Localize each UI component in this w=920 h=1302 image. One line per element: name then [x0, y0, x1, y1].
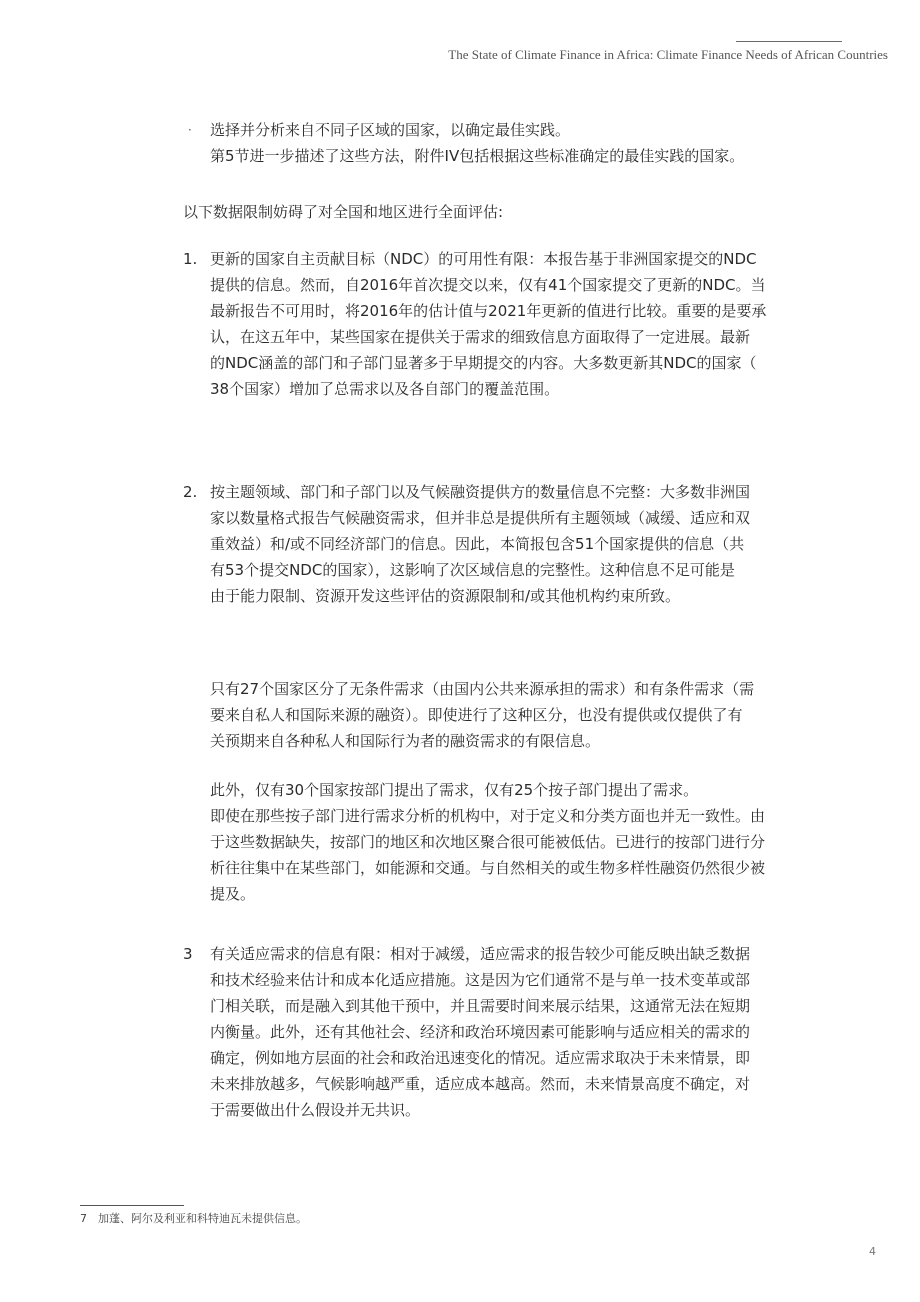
- text-line: 家以数量格式报告气候融资需求，但并非总是提供所有主题领域（减缓、适应和双: [210, 509, 751, 527]
- text-line: 提供的信息。然而，自2016年首次提交以来，仅有41个国家提交了更新的NDC。当: [210, 276, 766, 294]
- list-number: 3: [183, 945, 193, 963]
- text-line: 有关适应需求的信息有限：相对于减缓，适应需求的报告较少可能反映出缺乏数据: [210, 945, 751, 963]
- text-line: 认，在这五年中，某些国家在提供关于需求的细致信息方面取得了一定进展。最新: [210, 328, 751, 346]
- paragraph-conditional-needs: [0, 676, 920, 756]
- footnote-text: 加蓬、阿尔及利亚和科特迪瓦未提供信息。: [98, 1212, 307, 1225]
- text-line: 选择并分析来自不同子区域的国家，以确定最佳实践。: [210, 121, 571, 139]
- text-line: 未来排放越多，气候影响越严重，适应成本越高。然而，未来情景高度不确定，对: [210, 1075, 751, 1093]
- paragraph-sector-needs: [0, 777, 920, 909]
- paragraph-text: [210, 777, 842, 907]
- text-line: 要来自私人和国际来源的融资）。即使进行了这种区分，也没有提供或仅提供了有: [210, 706, 743, 724]
- list-item-text: [210, 246, 842, 402]
- text-line: 更新的国家自主贡献目标（NDC）的可用性有限：本报告基于非洲国家提交的NDC: [210, 250, 757, 268]
- text-line: 最新报告不可用时，将2016年的估计值与2021年更新的值进行比较。重要的是要承: [210, 302, 767, 320]
- text-line: 内衡量。此外，还有其他社会、经济和政治环境因素可能影响与适应相关的需求的: [210, 1023, 751, 1041]
- list-item-text: [210, 479, 842, 609]
- bullet-text: [210, 117, 842, 169]
- text-line: 按主题领域、部门和子部门以及气候融资提供方的数量信息不完整：大多数非洲国: [210, 483, 751, 501]
- list-item-3: [0, 941, 920, 1125]
- list-item-1: [0, 246, 920, 406]
- bullet-item: [0, 117, 920, 169]
- bullet-marker: ·: [188, 123, 192, 137]
- list-number: 1.: [183, 250, 198, 268]
- text-line: 于这些数据缺失，按部门的地区和次地区聚合很可能被低估。已进行的按部门进行分: [210, 833, 766, 851]
- list-item-2: [0, 479, 920, 613]
- text-line: 确定，例如地方层面的社会和政治迅速变化的情况。适应需求取决于未来情景，即: [210, 1049, 751, 1067]
- footnote: [80, 1211, 307, 1227]
- text-line: 由于能力限制、资源开发这些评估的资源限制和/或其他机构约束所致。: [210, 587, 681, 605]
- list-number: 2.: [183, 483, 198, 501]
- text-line: 于需要做出什么假设并无共识。: [210, 1101, 421, 1119]
- text-line: 的NDC涵盖的部门和子部门显著多于早期提交的内容。大多数更新其NDC的国家（: [210, 354, 757, 372]
- text-line: 此外，仅有30个国家按部门提出了需求，仅有25个按子部门提出了需求。: [210, 781, 699, 799]
- text-line: 即使在那些按子部门进行需求分析的机构中，对于定义和分类方面也并无一致性。由: [210, 807, 766, 825]
- text-line: 重效益）和/或不同经济部门的信息。因此，本简报包含51个国家提供的信息（共: [210, 535, 745, 553]
- text-line: 提及。: [210, 885, 256, 903]
- text-line: 和技术经验来估计和成本化适应措施。这是因为它们通常不是与单一技术变革或部: [210, 971, 751, 989]
- running-header-title: The State of Climate Finance in Africa: Climate Finance Needs of African Countries: [448, 47, 888, 62]
- text-line: 38个国家）增加了总需求以及各自部门的覆盖范围。: [210, 380, 560, 398]
- header-rule: [736, 41, 842, 42]
- list-item-text: [210, 941, 842, 1123]
- text-line: 析往往集中在某些部门，如能源和交通。与自然相关的或生物多样性融资仍然很少被: [210, 859, 766, 877]
- footnote-rule: [80, 1205, 184, 1206]
- paragraph-text: [210, 676, 842, 754]
- page-number: 4: [869, 1245, 876, 1258]
- text-line: 第5节进一步描述了这些方法，附件IV包括根据这些标准确定的最佳实践的国家。: [210, 147, 745, 165]
- text-line: 关预期来自各种私人和国际行为者的融资需求的有限信息。: [210, 732, 601, 750]
- text-line: 只有27个国家区分了无条件需求（由国内公共来源承担的需求）和有条件需求（需: [210, 680, 755, 698]
- intro-paragraph: 以下数据限制妨碍了对全国和地区进行全面评估:: [183, 203, 504, 221]
- text-line: 门相关联，而是融入到其他干预中，并且需要时间来展示结果，这通常无法在短期: [210, 997, 751, 1015]
- text-line: 有53个提交NDC的国家），这影响了次区域信息的完整性。这种信息不足可能是: [210, 561, 735, 579]
- footnote-number: 7: [80, 1212, 87, 1225]
